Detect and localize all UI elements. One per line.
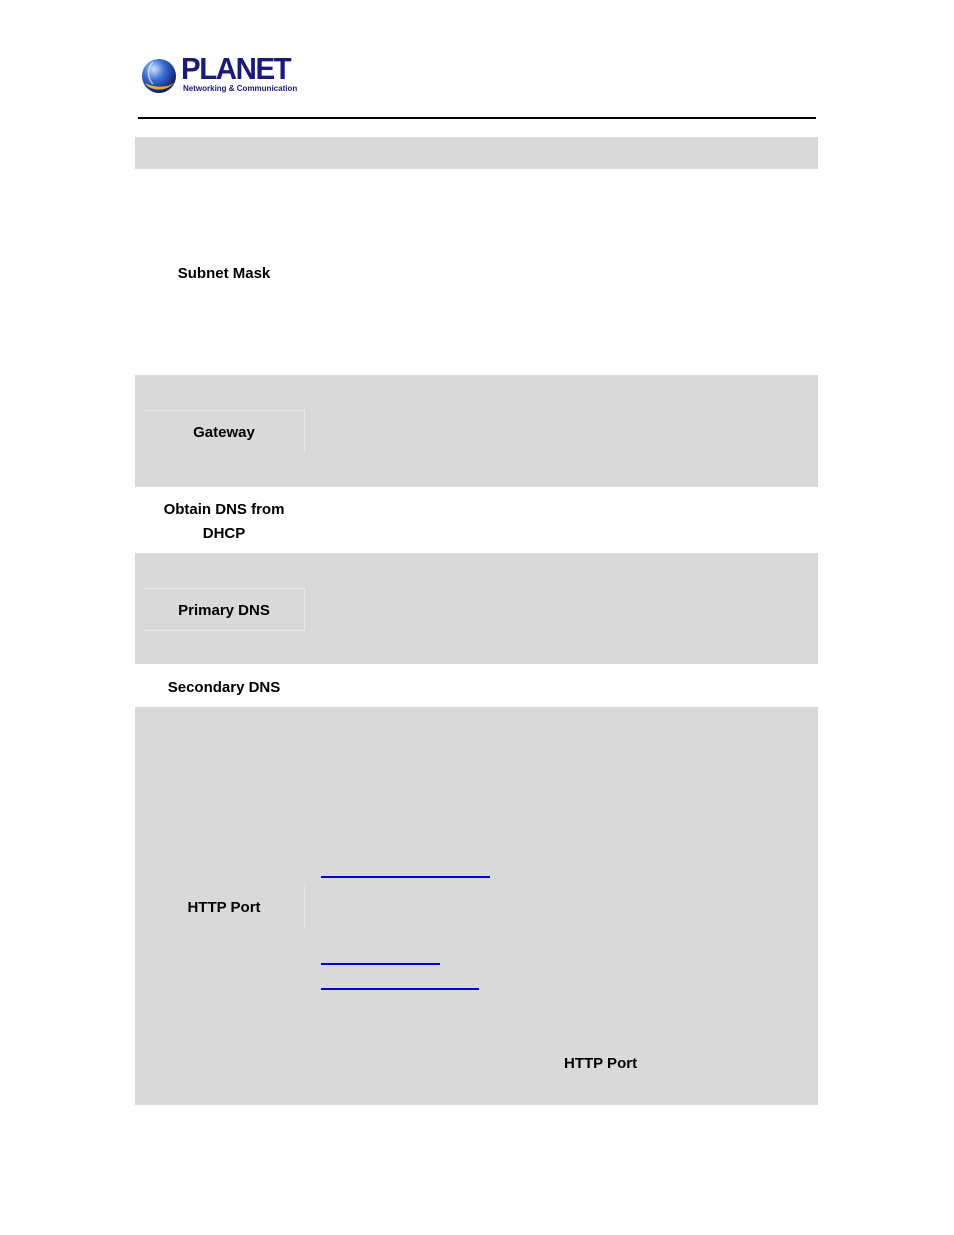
obtain-dns-line-2: DHCP — [202, 525, 246, 542]
table-header-band — [135, 137, 818, 169]
row-label-primary-dns: Primary DNS — [178, 602, 270, 619]
row-label-secondary-dns: Secondary DNS — [167, 679, 281, 696]
cell-border — [144, 630, 304, 631]
cell-border — [144, 588, 304, 589]
row-label-http-port: HTTP Port — [187, 899, 261, 916]
header-divider — [138, 117, 816, 119]
hyperlink-underline[interactable] — [321, 876, 490, 878]
brand-wordmark: PLANET — [181, 51, 291, 86]
row-label-gateway: Gateway — [193, 424, 255, 441]
cell-border — [144, 410, 304, 411]
row-label-subnet-mask: Subnet Mask — [177, 265, 271, 282]
brand-tagline: Networking & Communication — [183, 84, 298, 93]
hyperlink-underline[interactable] — [321, 963, 440, 965]
row-label-obtain-dns — [135, 498, 313, 546]
obtain-dns-line-1: Obtain DNS from — [163, 501, 285, 518]
http-port-inline-ref: HTTP Port — [564, 1055, 638, 1072]
planet-logo — [139, 51, 299, 96]
globe-icon — [139, 56, 179, 96]
hyperlink-underline[interactable] — [321, 988, 479, 990]
